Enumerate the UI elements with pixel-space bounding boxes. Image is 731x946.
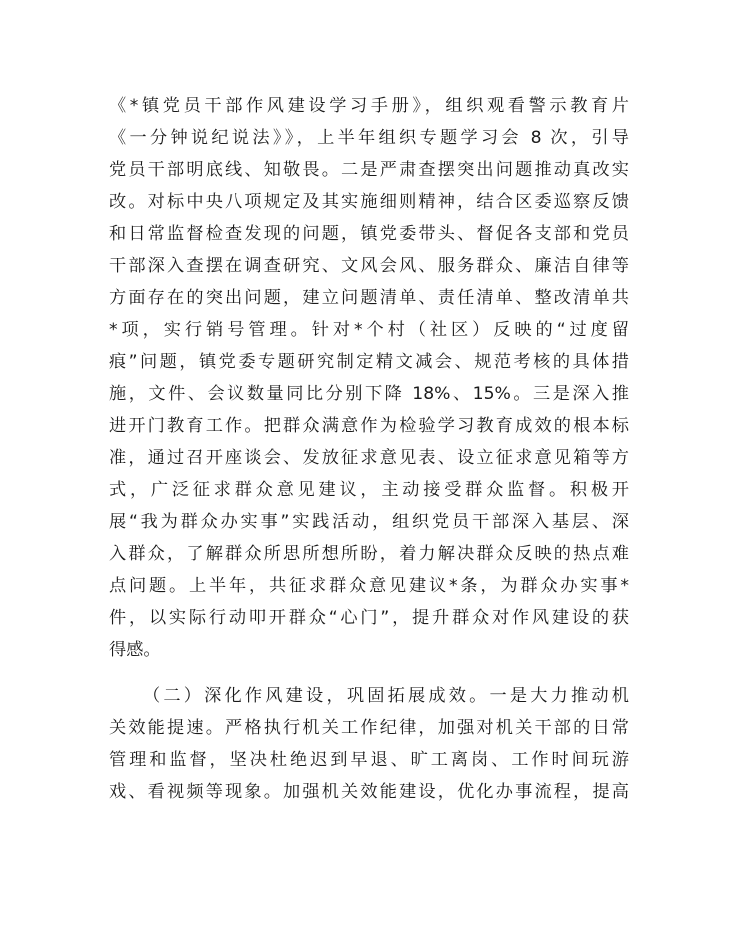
text-line: 得感。 (109, 640, 161, 660)
text-line: 进开门教育工作。把群众满意作为检验学习教育成效的根本标 (109, 416, 629, 436)
text-line: 方面存在的突出问题，建立问题清单、责任清单、整改清单共 (109, 288, 629, 308)
text-line: 党员干部明底线、知敬畏。二是严肃查摆突出问题推动真改实 (109, 160, 629, 180)
text-line: 点问题。上半年，共征求群众意见建议*条，为群众办实事* (109, 576, 629, 596)
text-line: 戏、看视频等现象。加强机关效能建设，优化办事流程，提高 (109, 782, 629, 802)
text-line: *项，实行销号管理。针对*个村（社区）反映的“过度留 (109, 320, 629, 340)
text-line: 管理和监督，坚决杜绝迟到早退、旷工离岗、工作时间玩游 (109, 750, 629, 770)
text-line: 准，通过召开座谈会、发放征求意见表、设立征求意见箱等方 (109, 448, 629, 468)
text-line: 展“我为群众办实事”实践活动，组织党员干部深入基层、深 (109, 512, 629, 532)
paragraph-1 (109, 90, 629, 666)
text-line: 干部深入查摆在调查研究、文风会风、服务群众、廉洁自律等 (109, 256, 629, 276)
document-body (109, 90, 629, 808)
text-line: 《*镇党员干部作风建设学习手册》，组织观看警示教育片 (109, 96, 629, 116)
paragraph-2 (109, 680, 629, 808)
text-line: 关效能提速。严格执行机关工作纪律，加强对机关干部的日常 (109, 718, 629, 738)
text-line: 和日常监督检查发现的问题，镇党委带头、督促各支部和党员 (109, 224, 629, 244)
text-line: （二）深化作风建设，巩固拓展成效。一是大力推动机 (143, 686, 629, 706)
text-line: 入群众，了解群众所思所想所盼，着力解决群众反映的热点难 (109, 544, 629, 564)
text-line: 《一分钟说纪说法》》，上半年组织专题学习会 8 次，引导 (109, 128, 629, 148)
text-line: 施，文件、会议数量同比分别下降 18%、15%。三是深入推 (109, 384, 629, 404)
text-line: 式，广泛征求群众意见建议，主动接受群众监督。积极开 (109, 480, 629, 500)
text-line: 件，以实际行动叩开群众“心门”，提升群众对作风建设的获 (109, 608, 629, 628)
text-line: 改。对标中央八项规定及其实施细则精神，结合区委巡察反馈 (109, 192, 629, 212)
paragraph-spacing (109, 666, 629, 680)
text-line: 痕”问题，镇党委专题研究制定精文减会、规范考核的具体措 (109, 352, 629, 372)
